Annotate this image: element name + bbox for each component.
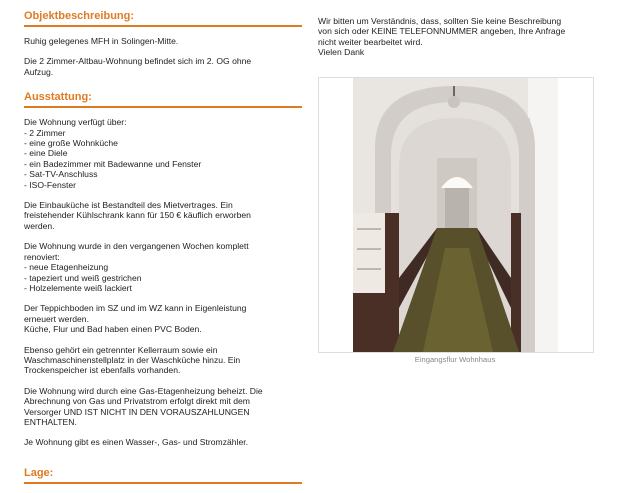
paragraph-line: - 2 Zimmer <box>24 127 66 138</box>
contact-notice <box>318 16 604 58</box>
notice-line: Wir bitten um Verständnis, dass, sollten Sie keine Beschreibung <box>318 16 562 26</box>
paragraph <box>24 241 302 293</box>
paragraph <box>24 386 302 428</box>
paragraph-line: ENTHALTEN. <box>24 416 77 427</box>
paragraph-line: Abrechnung von Gas und Privatstrom erfolgt direkt mit dem <box>24 396 250 407</box>
paragraph-line: freistehender Kühlschrank kann für 150 € käuflich erworben <box>24 210 251 221</box>
photo-caption: Eingangsflur Wohnhaus <box>414 355 496 364</box>
paragraph-line: Trockenspeicher ist ebenfalls vorhanden. <box>24 365 181 376</box>
paragraph-line: Der Teppichboden im SZ und im WZ kann in Eigenleistung <box>24 303 247 314</box>
notice-text <box>318 16 604 58</box>
section-heading-objektbeschreibung: Objektbeschreibung: <box>24 10 302 27</box>
ausstattung-body <box>24 117 302 448</box>
photo-gallery-item[interactable] <box>318 77 594 353</box>
paragraph <box>24 437 302 447</box>
paragraph-line: Waschmaschinenstellplatz in der Waschküche hinzu. Ein <box>24 354 241 365</box>
paragraph-line: - Holzelemente weiß lackiert <box>24 282 132 293</box>
paragraph-line: - ISO-Fenster <box>24 179 77 190</box>
paragraph-line: Die Einbauküche ist Bestandteil des Mietvertrages. Ein <box>24 200 233 211</box>
paragraph-line: - eine große Wohnküche <box>24 138 118 149</box>
paragraph <box>24 56 302 77</box>
paragraph-line: Küche, Flur und Bad haben einen PVC Boden. <box>24 324 202 335</box>
paragraph-line: erneuert werden. <box>24 313 89 324</box>
paragraph-line: Versorger UND IST NICHT IN DEN VORAUSZAHLUNGEN <box>24 406 250 417</box>
paragraph-line: Die Wohnung wird durch eine Gas-Etagenheizung beheizt. Die <box>24 385 263 396</box>
paragraph-line: werden. <box>24 220 55 231</box>
objektbeschreibung-body <box>24 36 302 77</box>
section-heading-lage: Lage: <box>24 467 302 484</box>
paragraph-line: - Sat-TV-Anschluss <box>24 169 98 180</box>
paragraph-line: Ruhig gelegenes MFH in Solingen-Mitte. <box>24 36 179 46</box>
paragraph <box>24 200 302 231</box>
section-lage <box>24 467 302 493</box>
paragraph <box>24 303 302 334</box>
paragraph <box>24 345 302 376</box>
paragraph <box>24 36 302 46</box>
paragraph-line: renoviert: <box>24 251 60 262</box>
paragraph-line: - eine Diele <box>24 148 68 159</box>
notice-line: nicht weiter bearbeitet wird. <box>318 36 423 47</box>
paragraph-line: Ebenso gehört ein getrennter Kellerraum sowie ein <box>24 344 218 355</box>
paragraph-line: - ein Badezimmer mit Badewanne und Fenster <box>24 158 202 169</box>
paragraph-line: Die Wohnung verfügt über: <box>24 117 127 128</box>
section-heading-ausstattung: Ausstattung: <box>24 91 302 108</box>
paragraph-line: Aufzug. <box>24 66 54 77</box>
paragraph-line: Die 2 Zimmer-Altbau-Wohnung befindet sich im 2. OG ohne <box>24 56 252 67</box>
paragraph-line: - neue Etagenheizung <box>24 262 109 273</box>
paragraph-line: Je Wohnung gibt es einen Wasser-, Gas- und Stromzähler. <box>24 437 249 448</box>
notice-line: Vielen Dank <box>318 47 365 58</box>
hallway-photo[interactable] <box>353 78 558 352</box>
paragraph <box>24 117 302 190</box>
listing-description <box>24 10 302 458</box>
notice-line: von sich oder KEINE TELEFONNUMMER angeben, Ihre Anfrage <box>318 26 566 37</box>
paragraph-line: Die Wohnung wurde in den vergangenen Wochen komplett <box>24 241 249 252</box>
paragraph-line: - tapeziert und weiß gestrichen <box>24 272 142 283</box>
